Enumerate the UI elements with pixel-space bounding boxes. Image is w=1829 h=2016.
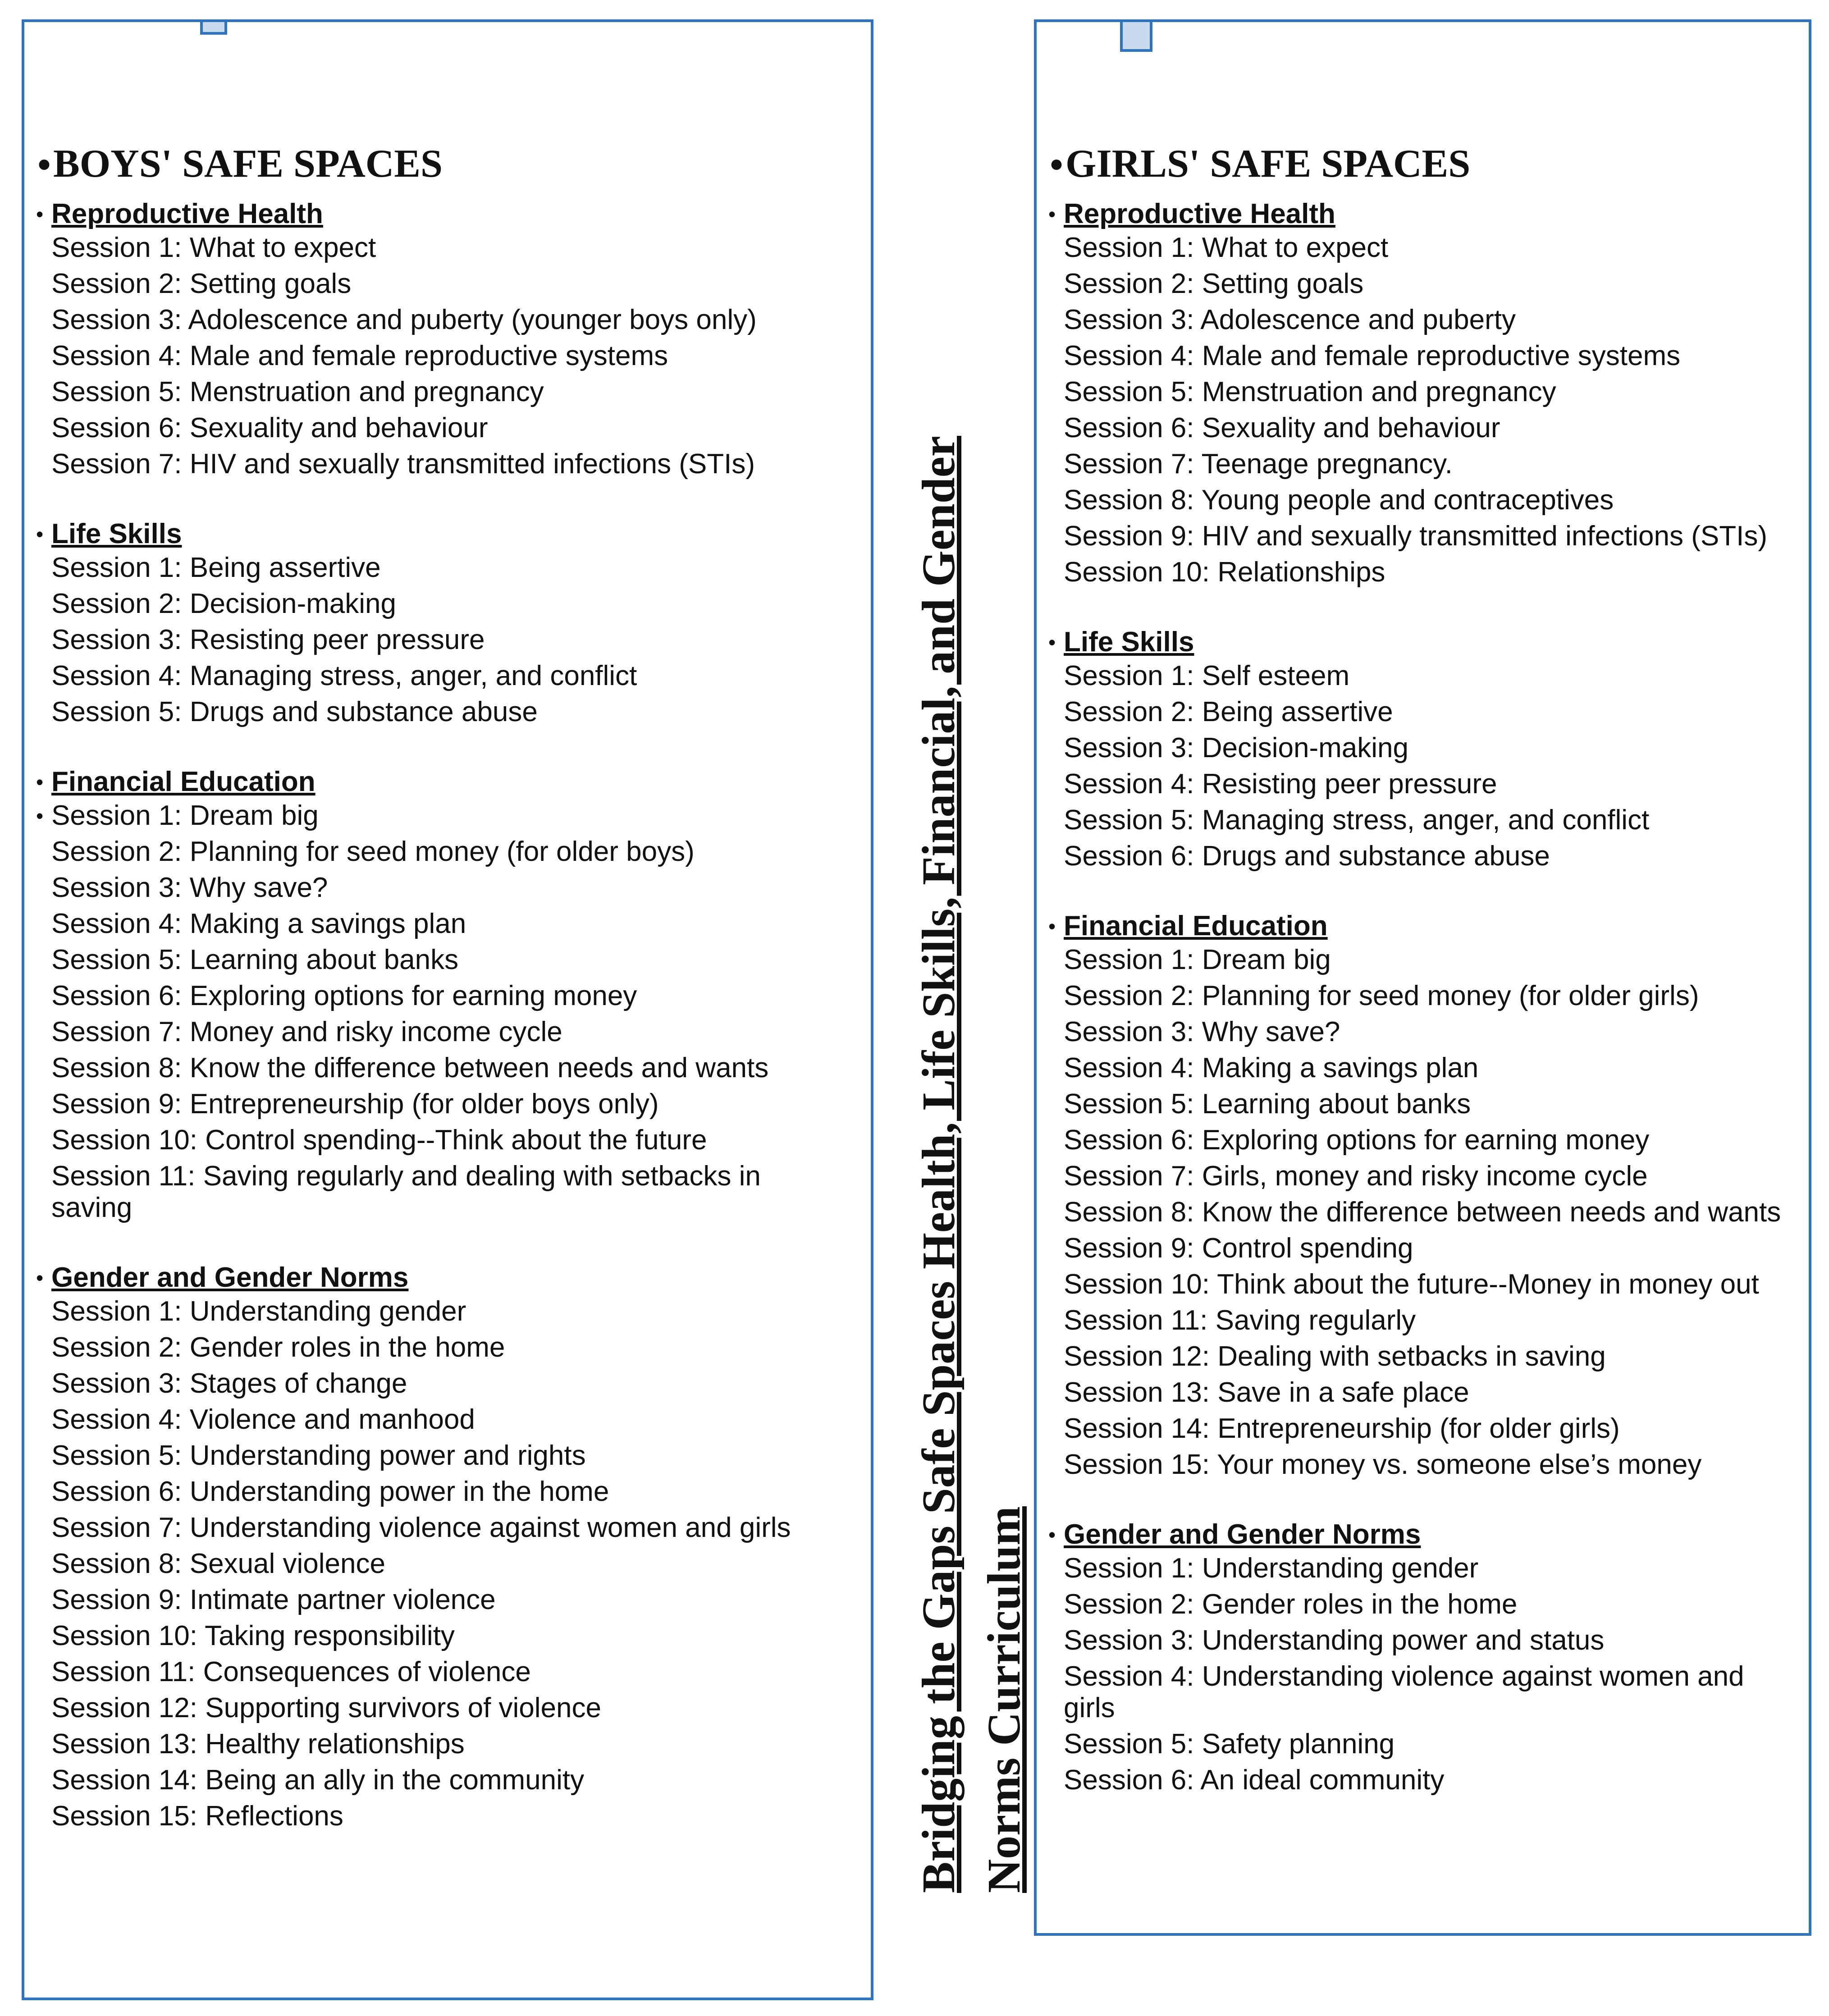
session-item — [1064, 1233, 1782, 1264]
session-label: Session 3: Decision-making — [1064, 732, 1409, 763]
session-label: Session 3: Adolescence and puberty — [1064, 304, 1516, 335]
session-label: Session 3: Understanding power and status — [1064, 1625, 1605, 1656]
session-item — [36, 800, 844, 832]
section-header-text: Gender and Gender Norms — [51, 1262, 409, 1293]
session-item — [51, 1125, 844, 1156]
session-item — [51, 1620, 844, 1652]
session-label: Session 6: Sexuality and behaviour — [1064, 412, 1500, 443]
session-item — [1064, 1161, 1782, 1192]
girls-panel — [1034, 19, 1811, 1936]
section-header — [1048, 624, 1782, 660]
session-item — [51, 1440, 844, 1472]
session-label: Session 4: Making a savings plan — [51, 908, 466, 939]
session-label: Session 7: Understanding violence against women and girls — [51, 1512, 791, 1543]
curriculum-title-line2: Norms Curriculum — [978, 1506, 1030, 1893]
session-label: Session 13: Save in a safe place — [1064, 1377, 1469, 1408]
session-label: Session 1: Being assertive — [51, 552, 381, 583]
session-label: Session 6: Exploring options for earning money — [1064, 1125, 1650, 1156]
session-item — [51, 1296, 844, 1327]
session-item — [51, 1052, 844, 1084]
session-label: Session 10: Think about the future--Money in money out — [1064, 1269, 1759, 1300]
session-label: Session 2: Planning for seed money (for older boys) — [51, 836, 695, 867]
session-label: Session 9: HIV and sexually transmitted infections (STIs) — [1064, 521, 1767, 552]
session-item — [1064, 485, 1782, 516]
session-item — [51, 1801, 844, 1832]
session-item — [1064, 768, 1782, 800]
bullet-icon: • — [38, 144, 51, 184]
panel-tab — [200, 19, 227, 35]
session-label: Session 6: Drugs and substance abuse — [1064, 841, 1550, 872]
session-item — [1064, 1305, 1782, 1336]
panel-tab — [1120, 19, 1152, 52]
boys-title-text: BOYS' SAFE SPACES — [53, 142, 443, 186]
session-item — [51, 1656, 844, 1688]
girls-title — [1050, 142, 1782, 187]
session-label: Session 5: Understanding power and rights — [51, 1440, 586, 1471]
session-label: Session 1: Dream big — [1064, 944, 1331, 975]
bullet-icon: • — [1048, 631, 1056, 654]
bullet-icon: • — [36, 202, 44, 226]
curriculum-title — [906, 113, 1037, 1893]
session-item — [51, 268, 844, 300]
session-item — [1064, 1016, 1782, 1048]
session-label: Session 3: Why save? — [51, 872, 328, 903]
session-label: Session 6: Understanding power in the home — [51, 1476, 609, 1507]
session-label: Session 10: Control spending--Think about the future — [51, 1125, 707, 1156]
session-item — [51, 1368, 844, 1399]
session-label: Session 3: Resisting peer pressure — [51, 624, 485, 655]
session-label: Session 5: Menstruation and pregnancy — [1064, 376, 1556, 407]
session-label: Session 6: An ideal community — [1064, 1765, 1445, 1796]
session-item — [51, 944, 844, 976]
boys-panel — [22, 19, 873, 2000]
session-item — [51, 412, 844, 444]
session-label: Session 7: Girls, money and risky income cycle — [1064, 1161, 1648, 1192]
section-header-text: Reproductive Health — [51, 198, 323, 229]
session-label: Session 11: Consequences of violence — [51, 1656, 531, 1687]
session-label: Session 11: Saving regularly — [1064, 1305, 1416, 1336]
session-item — [1064, 1413, 1782, 1445]
section-header-text: Financial Education — [51, 766, 316, 797]
session-label: Session 7: HIV and sexually transmitted infections (STIs) — [51, 448, 755, 480]
session-label: Session 12: Dealing with setbacks in saving — [1064, 1341, 1606, 1372]
session-label: Session 2: Gender roles in the home — [1064, 1589, 1518, 1620]
session-item — [1064, 232, 1782, 264]
session-item — [1064, 557, 1782, 588]
session-label: Session 1: What to expect — [1064, 232, 1389, 263]
session-label: Session 10: Taking responsibility — [51, 1620, 455, 1651]
section-header-text: Life Skills — [51, 518, 182, 549]
session-label: Session 2: Planning for seed money (for older girls) — [1064, 980, 1699, 1011]
session-item — [51, 588, 844, 620]
session-label: Session 4: Making a savings plan — [1064, 1052, 1479, 1083]
session-item — [1064, 1341, 1782, 1372]
session-item — [1064, 1052, 1782, 1084]
session-item — [1064, 1589, 1782, 1620]
session-label: Session 2: Decision-making — [51, 588, 397, 619]
session-label: Session 4: Male and female reproductive systems — [51, 340, 668, 371]
session-label: Session 15: Your money vs. someone else’s money — [1064, 1449, 1702, 1480]
session-item — [1064, 980, 1782, 1012]
session-item — [51, 1728, 844, 1760]
session-label: Session 13: Healthy relationships — [51, 1728, 465, 1760]
curriculum-section — [36, 764, 844, 1224]
session-item — [1064, 340, 1782, 372]
session-item — [1064, 1625, 1782, 1656]
session-item — [51, 1765, 844, 1796]
section-header-text: Financial Education — [1064, 910, 1328, 942]
session-label: Session 9: Intimate partner violence — [51, 1584, 496, 1615]
session-label: Session 4: Understanding violence against women and girls — [1064, 1661, 1744, 1723]
session-item — [1064, 304, 1782, 336]
section-header — [36, 1260, 844, 1296]
session-item — [1064, 1377, 1782, 1408]
boys-sections — [36, 196, 844, 1832]
section-header — [36, 764, 844, 800]
session-label: Session 9: Control spending — [1064, 1233, 1413, 1264]
session-label: Session 8: Know the difference between needs and wants — [51, 1052, 769, 1083]
session-label: Session 4: Violence and manhood — [51, 1404, 475, 1435]
session-item — [51, 1548, 844, 1580]
session-label: Session 4: Managing stress, anger, and conflict — [51, 660, 637, 691]
session-item — [51, 1512, 844, 1544]
curriculum-section — [36, 1260, 844, 1832]
session-label: Session 5: Menstruation and pregnancy — [51, 376, 544, 407]
session-label: Session 9: Entrepreneurship (for older boys only) — [51, 1088, 659, 1120]
session-label: Session 6: Exploring options for earning money — [51, 980, 637, 1011]
session-item — [1064, 732, 1782, 764]
curriculum-section — [1048, 1517, 1782, 1796]
session-item — [51, 376, 844, 408]
curriculum-section — [36, 516, 844, 728]
session-label: Session 2: Gender roles in the home — [51, 1332, 505, 1363]
session-label: Session 14: Being an ally in the community — [51, 1765, 585, 1796]
bullet-icon: • — [1050, 144, 1063, 184]
bullet-icon: • — [36, 522, 44, 546]
session-label: Session 12: Supporting survivors of violence — [51, 1692, 601, 1723]
session-label: Session 8: Young people and contraceptives — [1064, 485, 1614, 516]
session-label: Session 1: What to expect — [51, 232, 376, 263]
session-label: Session 7: Money and risky income cycle — [51, 1016, 562, 1047]
session-item — [1064, 841, 1782, 872]
boys-content — [36, 121, 844, 1868]
session-item — [51, 908, 844, 940]
session-item — [51, 624, 844, 656]
session-label: Session 5: Drugs and substance abuse — [51, 696, 538, 727]
session-item — [1064, 412, 1782, 444]
session-item — [1064, 521, 1782, 552]
session-item — [51, 660, 844, 692]
session-item — [1064, 1553, 1782, 1584]
session-item — [1064, 1765, 1782, 1796]
session-label: Session 2: Setting goals — [51, 268, 352, 299]
session-item — [51, 872, 844, 904]
session-item — [51, 1088, 844, 1120]
session-item — [1064, 1449, 1782, 1481]
bullet-icon: • — [36, 770, 44, 794]
session-label: Session 1: Understanding gender — [1064, 1553, 1479, 1584]
session-item — [51, 1584, 844, 1616]
girls-sections — [1048, 196, 1782, 1796]
session-label: Session 5: Learning about banks — [51, 944, 459, 975]
section-header-text: Reproductive Health — [1064, 198, 1335, 229]
session-item — [1064, 1661, 1782, 1724]
session-item — [51, 980, 844, 1012]
session-item — [1064, 944, 1782, 976]
session-label: Session 1: Understanding gender — [51, 1296, 466, 1327]
session-item — [51, 1016, 844, 1048]
session-label: Session 2: Being assertive — [1064, 696, 1393, 727]
bullet-icon: • — [36, 1266, 44, 1289]
bullet-icon: • — [1048, 914, 1056, 938]
session-item — [1064, 660, 1782, 692]
session-label: Session 2: Setting goals — [1064, 268, 1364, 299]
section-header — [1048, 908, 1782, 944]
session-item — [51, 552, 844, 584]
section-header — [36, 196, 844, 232]
bullet-icon: • — [1048, 1523, 1056, 1546]
section-header-text: Gender and Gender Norms — [1064, 1519, 1421, 1550]
session-label: Session 10: Relationships — [1064, 557, 1385, 588]
session-label: Session 5: Safety planning — [1064, 1728, 1395, 1760]
session-item — [1064, 805, 1782, 836]
session-item — [1064, 1197, 1782, 1228]
session-label: Session 8: Sexual violence — [51, 1548, 386, 1579]
session-item — [51, 1332, 844, 1363]
session-label: Session 5: Managing stress, anger, and conflict — [1064, 805, 1650, 836]
curriculum-section — [36, 196, 844, 480]
session-item — [51, 1692, 844, 1724]
session-item — [51, 1161, 844, 1224]
session-label: Session 3: Stages of change — [51, 1368, 407, 1399]
session-item — [51, 304, 844, 336]
section-header — [1048, 196, 1782, 232]
session-label: Session 1: Self esteem — [1064, 660, 1350, 691]
session-label: Session 7: Teenage pregnancy. — [1064, 448, 1453, 480]
session-item — [51, 340, 844, 372]
curriculum-section — [1048, 624, 1782, 872]
session-item — [1064, 268, 1782, 300]
session-label: Session 1: Dream big — [51, 800, 319, 831]
session-label: Session 8: Know the difference between needs and wants — [1064, 1197, 1781, 1228]
girls-content — [1048, 121, 1782, 1832]
section-header-text: Life Skills — [1064, 626, 1194, 658]
session-label: Session 11: Saving regularly and dealing with setbacks in saving — [51, 1161, 761, 1223]
boys-title — [38, 142, 844, 187]
session-label: Session 4: Resisting peer pressure — [1064, 768, 1497, 800]
session-label: Session 6: Sexuality and behaviour — [51, 412, 488, 443]
curriculum-title-line1: Bridging the Gaps Safe Spaces Health, Life Skills, Financial, and Gender — [913, 435, 965, 1893]
session-item — [1064, 376, 1782, 408]
session-item — [51, 1404, 844, 1435]
session-label: Session 15: Reflections — [51, 1801, 343, 1832]
session-item — [1064, 1088, 1782, 1120]
bullet-icon: • — [36, 804, 44, 827]
section-header — [1048, 1517, 1782, 1553]
curriculum-section — [1048, 908, 1782, 1481]
session-item — [1064, 1728, 1782, 1760]
session-item — [51, 1476, 844, 1508]
session-item — [1064, 448, 1782, 480]
section-header — [36, 516, 844, 552]
session-item — [51, 836, 844, 868]
session-label: Session 3: Why save? — [1064, 1016, 1340, 1047]
session-item — [51, 696, 844, 728]
session-item — [51, 448, 844, 480]
session-label: Session 14: Entrepreneurship (for older girls) — [1064, 1413, 1620, 1444]
session-item — [1064, 1269, 1782, 1300]
curriculum-section — [1048, 196, 1782, 588]
session-item — [1064, 1125, 1782, 1156]
girls-title-text: GIRLS' SAFE SPACES — [1065, 142, 1471, 186]
bullet-icon: • — [1048, 202, 1056, 226]
session-label: Session 5: Learning about banks — [1064, 1088, 1471, 1120]
session-label: Session 4: Male and female reproductive systems — [1064, 340, 1681, 371]
session-item — [1064, 696, 1782, 728]
session-item — [51, 232, 844, 264]
session-label: Session 3: Adolescence and puberty (younger boys only) — [51, 304, 757, 335]
